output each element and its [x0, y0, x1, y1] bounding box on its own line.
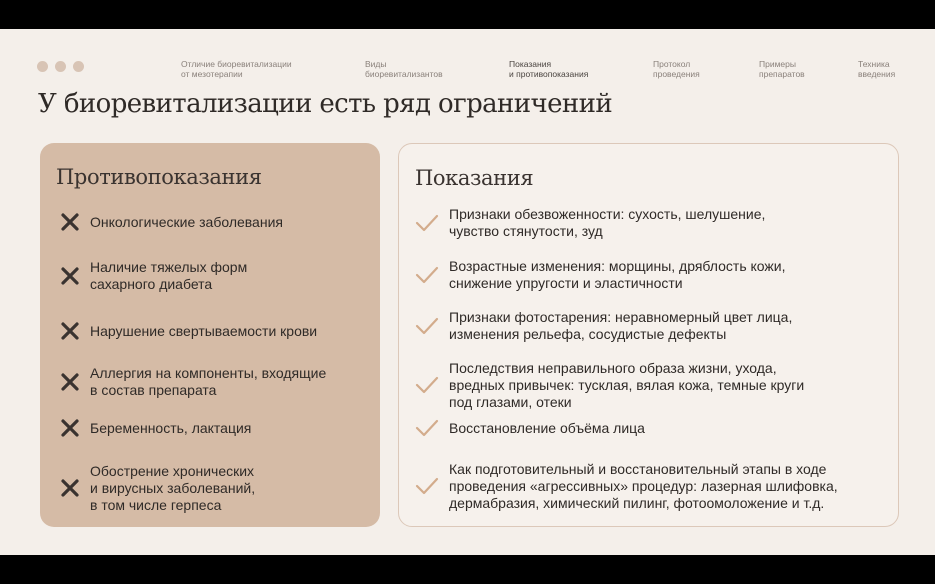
nav-label: биоревитализантов: [365, 69, 443, 79]
list-item-line: Обострение хронических: [90, 462, 255, 479]
list-item-text: [449, 461, 838, 512]
list-item: [414, 258, 786, 292]
nav-label: проведения: [653, 69, 700, 79]
list-item: [58, 463, 255, 514]
list-item-text: [90, 214, 283, 231]
list-item-line: Признаки обезвоженности: сухость, шелушение,: [449, 206, 766, 222]
checkmark-icon: [414, 373, 440, 397]
top-navigation: [0, 59, 935, 83]
list-item-line: в состав препарата: [90, 382, 217, 398]
nav-label: препаратов: [759, 69, 805, 79]
list-item-line: изменения рельефа, сосудистые дефекты: [449, 326, 727, 342]
nav-label: Отличие биоревитализации: [181, 59, 292, 69]
checkmark-icon: [414, 263, 440, 287]
list-item-line: Онкологические заболевания: [90, 213, 283, 230]
list-item: [58, 416, 251, 440]
checkmark-icon: [414, 416, 440, 440]
list-item-line: Беременность, лактация: [90, 419, 252, 436]
checkmark-icon: [414, 474, 440, 498]
list-item: [58, 259, 247, 293]
list-item: [58, 319, 317, 343]
list-item-line: Нарушение свертываемости крови: [90, 322, 318, 339]
nav-label: Протокол: [653, 59, 691, 69]
page-title: У биоревитализации есть ряд ограничений: [38, 89, 613, 119]
list-item-text: [449, 206, 765, 240]
nav-label: введения: [858, 69, 896, 79]
list-item-line: и вирусных заболеваний,: [90, 479, 256, 496]
x-icon: [58, 210, 82, 234]
list-item-line: Наличие тяжелых форм: [90, 259, 248, 275]
x-icon: [58, 264, 82, 288]
nav-label: от мезотерапии: [181, 69, 243, 79]
list-item: [58, 365, 326, 399]
list-item-line: Признаки фотостарения: неравномерный цвет лица,: [449, 309, 793, 325]
x-icon: [58, 476, 82, 500]
x-icon: [58, 370, 82, 394]
list-item-text: [449, 258, 786, 292]
indications-heading: Показания: [415, 166, 534, 190]
nav-label: Показания: [509, 59, 552, 69]
nav-item-difference[interactable]: [181, 59, 311, 79]
list-item: [414, 309, 792, 343]
list-item-text: [90, 463, 255, 514]
list-item-text: [449, 360, 804, 411]
list-item-line: проведения «агрессивных» процедур: лазерная шлифовка,: [449, 477, 838, 494]
list-item-line: Последствия неправильного образа жизни, ухода,: [449, 359, 777, 376]
nav-label: Примеры: [759, 59, 796, 69]
list-item-line: под глазами, отеки: [449, 393, 572, 410]
list-item-line: Восстановление объёма лица: [449, 419, 645, 436]
list-item-line: сахарного диабета: [90, 276, 213, 292]
list-item-text: [449, 420, 645, 437]
list-item-line: Возрастные изменения: морщины, дряблость кожи,: [449, 258, 786, 274]
list-item-line: снижение упругости и эластичности: [449, 275, 683, 291]
checkmark-icon: [414, 314, 440, 338]
list-item-text: [90, 259, 247, 293]
nav-label: Виды: [365, 59, 387, 69]
x-icon: [58, 319, 82, 343]
contraindications-card: [40, 143, 380, 527]
list-item-text: [90, 365, 326, 399]
nav-label: Техника: [858, 59, 890, 69]
indications-card: [398, 143, 899, 527]
list-item: [414, 206, 765, 240]
nav-item-types[interactable]: [365, 59, 495, 79]
list-item-line: вредных привычек: тусклая, вялая кожа, темные круги: [449, 376, 805, 393]
checkmark-icon: [414, 211, 440, 235]
list-item-line: Как подготовительный и восстановительный этапы в ходе: [449, 460, 827, 477]
list-item-line: в том числе герпеса: [90, 496, 222, 513]
x-icon: [58, 416, 82, 440]
list-item: [414, 416, 645, 440]
list-item-text: [90, 323, 317, 340]
list-item-text: [449, 309, 792, 343]
list-item: [414, 360, 804, 411]
list-item: [414, 461, 838, 512]
list-item: [58, 210, 283, 234]
nav-item-indications[interactable]: [509, 59, 639, 79]
list-item-line: чувство стянутости, зуд: [449, 223, 603, 239]
list-item-text: [90, 420, 251, 437]
nav-item-technique[interactable]: [858, 59, 928, 79]
list-item-line: Аллергия на компоненты, входящие: [90, 365, 327, 381]
contraindications-heading: Противопоказания: [56, 165, 262, 189]
list-item-line: дермабразия, химический пилинг, фотоомоложение и т.д.: [449, 494, 825, 511]
nav-label: и противопоказания: [509, 69, 589, 79]
